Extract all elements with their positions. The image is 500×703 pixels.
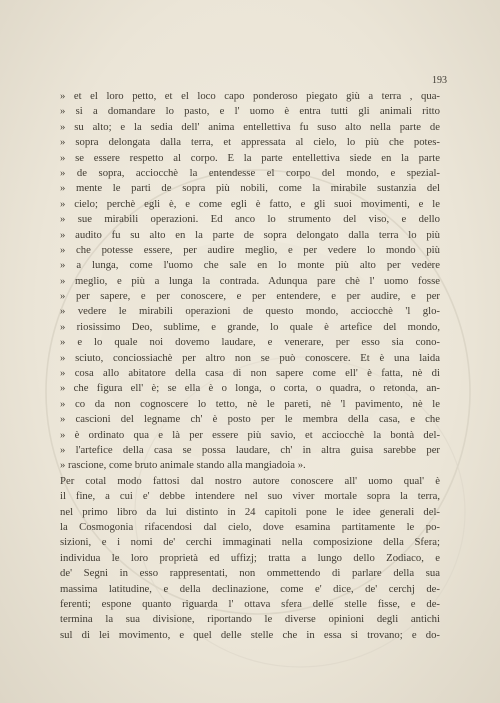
text-line: » riosissimo Deo, sublime, e grande, lo quale è artefice del mondo, bbox=[60, 320, 440, 333]
text-line: » audito fu su alto en la parte de sopra delongato dalla terra lo più bbox=[60, 228, 440, 241]
text-line: » è ordinato qua e là per essere più savio, et acciocchè la bontà del- bbox=[60, 428, 440, 441]
text-line: Per cotal modo fattosi dal nostro autore conoscere all' uomo qual' è bbox=[60, 474, 440, 487]
text-line: » meglio, e più a lunga la contrada. Adunqua pare chè l' uomo fosse bbox=[60, 274, 440, 287]
body-text bbox=[60, 89, 440, 643]
text-line: » co da non cognoscere lo tetto, nè le pareti, nè 'l pavimento, nè le bbox=[60, 397, 440, 410]
text-line: » sue mirabili operazioni. Ed anco lo strumento del viso, e dello bbox=[60, 213, 440, 226]
text-line: » sopra delongata dalla terra, et appressata al cielo, lo più che potes- bbox=[60, 136, 440, 149]
text-line: » de sopra, acciocchè la entendesse el corpo del mondo, e spezial- bbox=[60, 166, 440, 179]
commentary-paragraph bbox=[60, 474, 440, 643]
text-line: » se essere respetto al corpo. E la parte entellettiva siede en la parte bbox=[60, 151, 440, 164]
text-line: » su alto; e la sedia dell' anima entellettiva fu suso alto nella parte de bbox=[60, 120, 440, 133]
text-line: de' Segni in esso rappresentati, non ommettendo di parlare della sua bbox=[60, 567, 440, 580]
text-line: » l'artefice della casa se possa laudare, ch' in altra guisa sarebbe per bbox=[60, 443, 440, 456]
text-line: » che potesse essere, per audire meglio, e per vedere lo mondo più bbox=[60, 243, 440, 256]
text-line: la Cosmogonia rifacendosi dal cielo, dove esamina partitamente le po- bbox=[60, 520, 440, 533]
text-line: sizioni, e i nomi de' cerchi immaginati nella composizione della Sfera; bbox=[60, 536, 440, 549]
text-line: individua le loro proprietà ed uffizj; tratta a lungo dello Zodiaco, e bbox=[60, 551, 440, 564]
text-line: il fine, a cui e' debbe intendere nel suo viver mortale sopra la terra, bbox=[60, 490, 440, 503]
text-line: » vedere le mirabili operazioni de questo mondo, acciocchè 'l glo- bbox=[60, 305, 440, 318]
page-number: 193 bbox=[432, 75, 447, 86]
text-line: » et el loro petto, et el loco capo ponderoso piegato giù a terra , qua- bbox=[60, 90, 440, 102]
text-line: nel primo libro da lui distinto in 24 capitoli pone le idee generali del- bbox=[60, 505, 440, 518]
quoted-paragraph bbox=[60, 89, 440, 474]
text-line: » mente le parti de sopra più nobili, come la mirabile sustanzia del bbox=[60, 182, 440, 195]
text-line: sul di lei movimento, e quel delle stelle che in essa si trovano; e do- bbox=[60, 628, 440, 641]
text-line: » che figura ell' è; se ella è o longa, o corta, o quadra, o retonda, an- bbox=[60, 382, 440, 395]
text-line: » si a domandare lo pasto, e l' uomo è entra tutti gli animali ritto bbox=[60, 105, 440, 118]
text-line: » cascioni del legname ch' è posto per le membra della casa, e che bbox=[60, 413, 440, 426]
text-line: » a lunga, come l'uomo che sale en lo monte più alto per vedere bbox=[60, 259, 440, 272]
text-line: » cielo; perchè egli è, e come egli è fatto, e gli suoi movimenti, e le bbox=[60, 197, 440, 210]
text-line: termina la sua divisione, riportando le diverse opinioni degli antichi bbox=[60, 613, 440, 626]
text-line: ferenti; espone quanto riguarda l' ottava sfera delle stelle fisse, e de- bbox=[60, 597, 440, 610]
text-line: massima latitudine, e della declinazione, come e' dice, de' cerchj de- bbox=[60, 582, 440, 595]
text-line: » cosa allo abitatore della casa di non sapere come ell' è fatta, nè di bbox=[60, 367, 440, 380]
text-line: » per sapere, e per conoscere, e per entendere, e per audire, e per bbox=[60, 290, 440, 303]
text-line: » rascione, come bruto animale stando alla mangiadoia ». bbox=[60, 459, 306, 472]
text-line: » sciuto, conciossiachè per altro non se può conoscere. Et è una laida bbox=[60, 351, 440, 364]
text-line: » e lo quale noi dovemo laudare, e venerare, per esso sia cono- bbox=[60, 336, 440, 349]
